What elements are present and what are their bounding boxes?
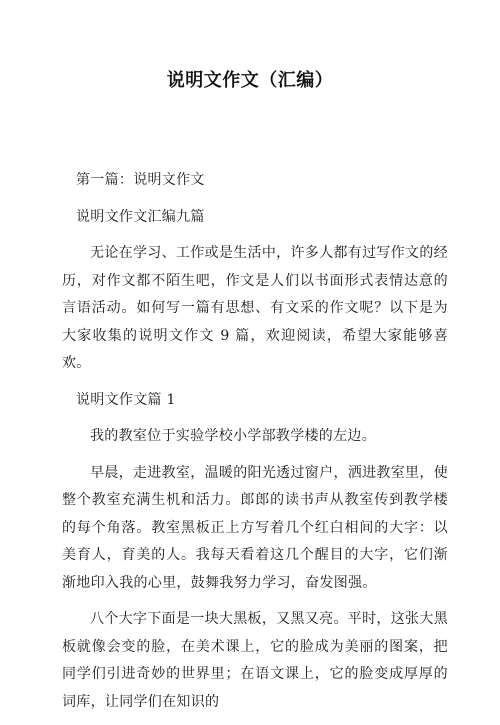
document-body [62, 167, 448, 725]
intro-paragraph: 无论在学习、工作或是生活中，许多人都有过写作文的经历，对作文都不陌生吧，作文是人们以书面形式表情达意的言语活动。如何写一篇有思想、有文采的作文呢？以下是为大家收集的说明文作文 9 篇，欢迎阅读，希望大家能够喜欢。 [62, 245, 448, 371]
body-paragraph-2: 早晨，走进教室，温暖的阳光透过窗户，洒进教室里，使整个教室充满生机和活力。郎郎的读书声从教室传到教学楼的每个角落。教室黑板正上方写着几个红白相间的大字：以美育人，育美的人。我每天看着这几个醒目的大字，它们渐渐地印入我的心里，鼓舞我努力学习，奋发图强。 [62, 464, 448, 591]
chapter-heading: 第一篇：说明文作文 [76, 172, 205, 188]
body-paragraph-1: 我的教室位于实验学校小学部教学楼的左边。 [90, 428, 376, 444]
section-heading: 说明文作文篇 1 [76, 391, 176, 408]
document-title: 说明文作文（汇编） [166, 70, 334, 91]
body-paragraph-3: 八个大字下面是一块大黑板，又黑又亮。平时，这张大黑板就像会变的脸，在美术课上，它的脸成为美丽的图案，把同学们引进奇妙的世界里；在语文课上，它的脸变成厚厚的词库，让同学们在知识的 [62, 611, 448, 710]
collection-heading: 说明文作文汇编九篇 [76, 208, 205, 225]
